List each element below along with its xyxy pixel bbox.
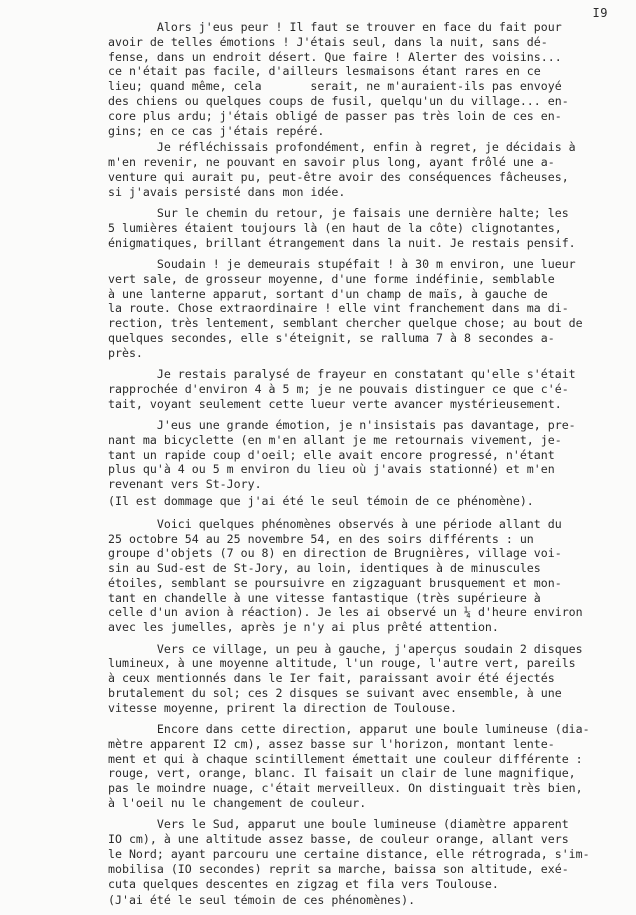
text-line: fense, dans un endroit désert. Que faire ! Alerter des voisins... xyxy=(108,49,562,64)
text-line: J'eus une grande émotion, je n'insistais pas davantage, pre- xyxy=(108,417,576,432)
text-line: mètre apparent I2 cm), assez basse sur l'horizon, montant lente- xyxy=(108,736,555,751)
text-line: nant ma bicyclette (en m'en allant je me retournais vivement, je- xyxy=(108,432,562,447)
text-line: avec les jumelles, après je n'y ai plus prêté attention. xyxy=(108,620,499,635)
text-line: tait, voyant seulement cette lueur verte avancer mystérieusement. xyxy=(108,396,562,411)
text-line: quelques secondes, elle s'éteignit, se ralluma 7 à 8 secondes a- xyxy=(108,330,555,345)
text-line: près. xyxy=(108,345,143,360)
paragraph-green-light xyxy=(108,257,624,361)
paragraph-final-note xyxy=(108,893,624,908)
paragraph-fear xyxy=(108,20,624,138)
text-line: tant en chandelle à une vitesse fantastique (très supérieure à xyxy=(108,590,541,605)
text-line: ment et qui à chaque scintillement émettait une couleur différente : xyxy=(108,751,583,766)
text-line: rouge, vert, orange, blanc. Il faisait un clair de lune magnifique, xyxy=(108,766,576,781)
text-line: si j'avais persisté dans mon idée. xyxy=(108,184,346,199)
text-line: Alors j'eus peur ! Il faut se trouver en face du fait pour xyxy=(108,20,562,34)
text-line: cuta quelques descentes en zigzag et fila vers Toulouse. xyxy=(108,876,499,891)
text-line: revenant vers St-Jory. xyxy=(108,477,262,492)
text-line: brutalement du sol; ces 2 disques se suivant avec ensemble, à une xyxy=(108,685,562,700)
text-line: vitesse moyenne, prirent la direction de Toulouse. xyxy=(108,700,458,715)
text-line: rection, très lentement, semblant chercher quelque chose; au bout de xyxy=(108,316,583,331)
text-line: vert sale, de grosseur moyenne, d'une forme indéfinie, semblable xyxy=(108,271,555,286)
paragraph-phenomena-list xyxy=(108,517,624,635)
paragraph-colour-ball xyxy=(108,722,624,811)
paragraph-orange-ball xyxy=(108,817,624,891)
text-line: ce n'était pas facile, d'ailleurs lesmaisons étant rares en ce xyxy=(108,64,541,79)
paragraph-paralysed xyxy=(108,367,624,411)
text-line: 25 octobre 54 au 25 novembre 54, en des soirs différents : un xyxy=(108,531,534,546)
text-line: (J'ai été le seul témoin de ces phénomènes). xyxy=(108,893,416,908)
text-line: le Nord; ayant parcouru une certaine distance, elle rétrograda, s'im- xyxy=(108,846,590,861)
text-line: Encore dans cette direction, apparut une boule lumineuse (dia- xyxy=(108,722,590,737)
text-line: Vers le Sud, apparut une boule lumineuse (diamètre apparent xyxy=(108,817,569,832)
text-line: plus qu'à 4 ou 5 m environ du lieu où j'avais stationné) et m'en xyxy=(108,462,555,477)
text-line: la route. Chose extraordinaire ! elle vint franchement dans ma di- xyxy=(108,301,569,316)
text-line: pas le moindre nuage, c'était merveilleux. On distinguait très bien, xyxy=(108,781,583,796)
paragraph-two-disks xyxy=(108,642,624,716)
document-body xyxy=(108,20,624,915)
text-line: des chiens ou quelques coups de fusil, quelqu'un du village... en- xyxy=(108,93,569,108)
text-line: tant un rapide coup d'oeil; elle avait encore progressé, n'étant xyxy=(108,447,555,462)
text-line: m'en revenir, ne pouvant en savoir plus long, ayant frôlé une a- xyxy=(108,155,555,170)
text-line: groupe d'objets (7 ou 8) en direction de Brugnières, village voi- xyxy=(108,546,562,561)
text-line: Je réfléchissais profondément, enfin à regret, je décidais à xyxy=(108,140,576,155)
text-line: lieu; quand même, cela serait, ne m'auraient-ils pas envoyé xyxy=(108,79,562,94)
text-line: 5 lumières étaient toujours là (en haut de la côte) clignotantes, xyxy=(108,220,562,235)
text-line: gins; en ce cas j'étais repéré. xyxy=(108,123,325,138)
text-line: venture qui aurait pu, peut-être avoir des conséquences fâcheuses, xyxy=(108,169,569,184)
text-line: à l'oeil nu le changement de couleur. xyxy=(108,796,367,811)
paragraph-leaving xyxy=(108,418,624,492)
paragraph-witness-note xyxy=(108,494,624,509)
text-line: Vers ce village, un peu à gauche, j'aperçus soudain 2 disques xyxy=(108,641,583,656)
text-line: Sur le chemin du retour, je faisais une dernière halte; les xyxy=(108,206,569,221)
text-line: étoiles, semblant se poursuivre en zigzaguant brusquement et mon- xyxy=(108,575,562,590)
text-line: lumineux, à une moyenne altitude, l'un rouge, l'autre vert, pareils xyxy=(108,656,576,671)
page-number: I9 xyxy=(592,6,608,20)
text-line: sin au Sud-est de St-Jory, au loin, identiques à de minuscules xyxy=(108,561,541,576)
text-line: mobilisa (IO secondes) reprit sa marche, baissa son altitude, exé- xyxy=(108,861,569,876)
text-line: celle d'un avion à réaction). Je les ai observé un ¼ d'heure environ xyxy=(108,605,583,620)
text-line: Soudain ! je demeurais stupéfait ! à 30 m environ, une lueur xyxy=(108,256,576,271)
text-line: core plus ardu; j'étais obligé de passer pas très loin de ces en- xyxy=(108,108,562,123)
text-line: à une lanterne apparut, sortant d'un champ de maïs, à gauche de xyxy=(108,286,548,301)
text-line: à ceux mentionnés dans le Ier fait, paraissant avoir été éjectés xyxy=(108,671,555,686)
text-line: Voici quelques phénomènes observés à une période allant du xyxy=(108,516,562,531)
paragraph-reflection xyxy=(108,140,624,199)
text-line: énigmatiques, brillant étrangement dans la nuit. Je restais pensif. xyxy=(108,235,576,250)
text-line: Je restais paralysé de frayeur en constatant qu'elle s'était xyxy=(108,367,576,382)
text-line: avoir de telles émotions ! J'étais seul, dans la nuit, sans dé- xyxy=(108,34,548,49)
text-line: IO cm), à une altitude assez basse, de couleur orange, allant vers xyxy=(108,832,569,847)
text-line: rapprochée d'environ 4 à 5 m; je ne pouvais distinguer ce que c'é- xyxy=(108,381,569,396)
paragraph-return xyxy=(108,206,624,250)
text-line: (Il est dommage que j'ai été le seul témoin de ce phénomène). xyxy=(108,493,534,508)
